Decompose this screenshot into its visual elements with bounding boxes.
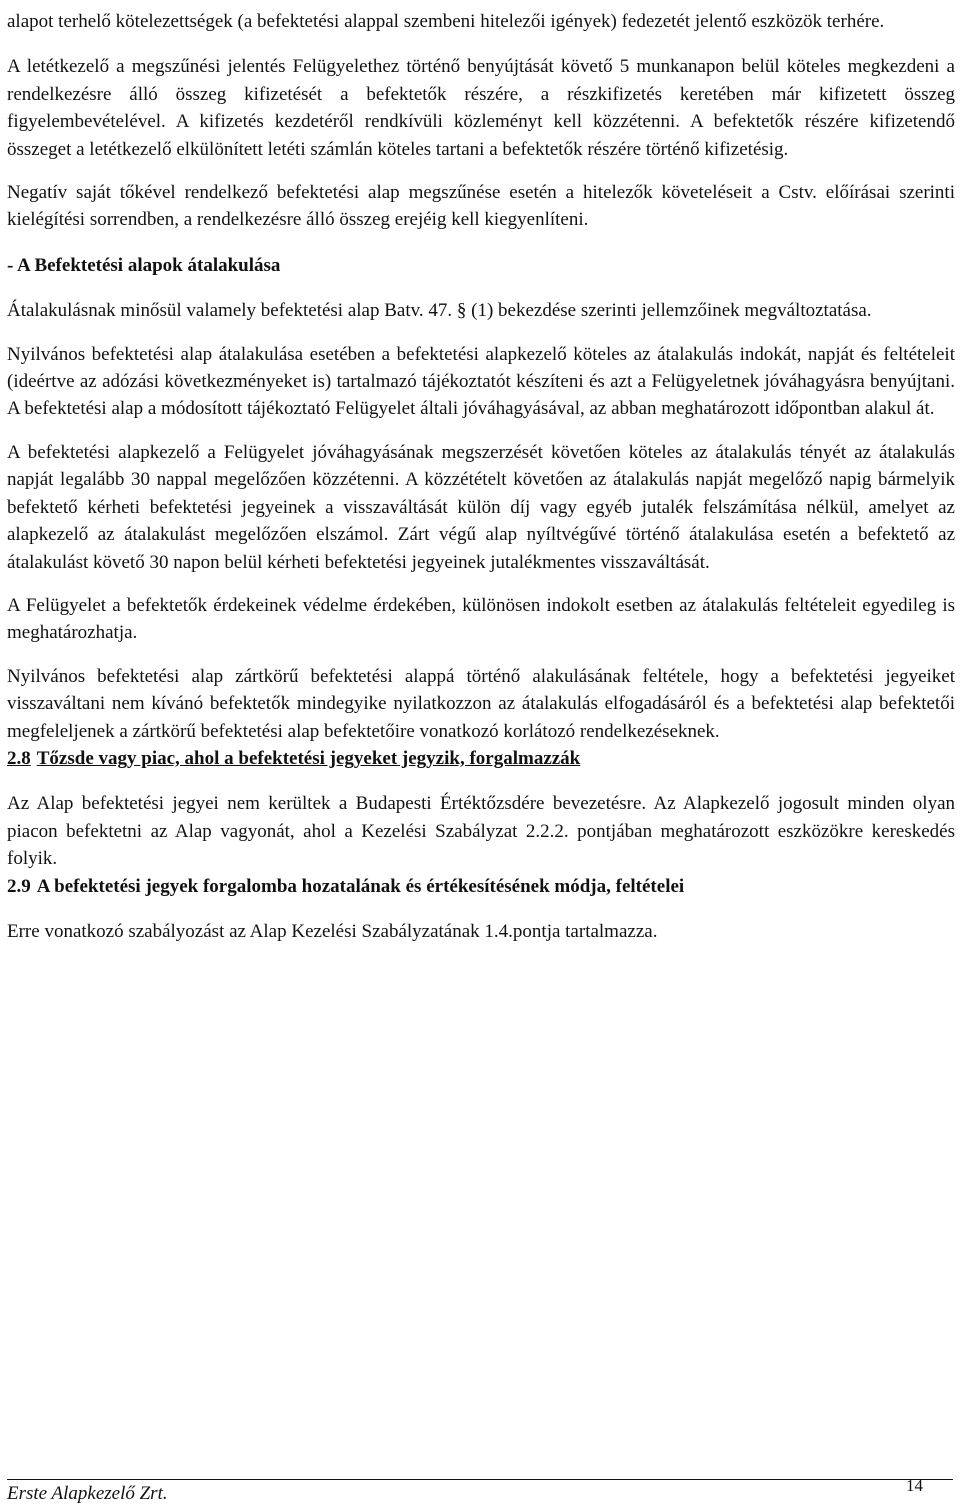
- paragraph-liabilities: alapot terhelő kötelezettségek (a befektetési alappal szembeni hitelezői igények) fedezetét jelentő eszközök terhére.: [7, 11, 885, 32]
- section-title: A befektetési jegyek forgalomba hozatalának és értékesítésének módja, feltételei: [36, 875, 685, 897]
- heading-fund-transformation: - A Befektetési alapok átalakulása: [7, 254, 281, 276]
- footer-divider: [7, 1479, 953, 1480]
- paragraph-transformation-announcement: A befektetési alapkezelő a Felügyelet jóváhagyásának megszerzését követően köteles az átalakulás tényét az átalakulás napját legalább 30 nappal megelőzően közzétenni. A közzétételt követően az átalakulás napját megelőző napig bármelyik befektető kérheti befektetési jegyeinek a visszaváltását külön díj vagy egyéb jutalék felszámítása nélkül, amelyet az alapkezelő az átalakulást megelőzően elszámol. Zárt végű alap nyíltvégűvé történő átalakulása esetén a befektető az átalakulást követő 30 napon belül kérheti befektetési jegyeinek jutalékmentes visszaváltását.: [7, 441, 955, 573]
- paragraph-supervisory-conditions: A Felügyelet a befektetők érdekeinek védelme érdekében, különösen indokolt esetben az átalakulás feltételeit egyedileg is meghatározhatja.: [7, 594, 955, 644]
- page-number: 14: [906, 1476, 923, 1495]
- paragraph-exchange-listing: Az Alap befektetési jegyei nem kerültek a Budapesti Értéktőzsdére bevezetésre. Az Alapkezelő jogosult minden olyan piacon befektetni az Alap vagyonát, ahol a Kezelési Szabályzat 2.2.2. pontjában meghatározott eszközökre kereskedés folyik.: [7, 793, 955, 870]
- footer-company-name: Erste Alapkezelő Zrt.: [7, 1483, 168, 1504]
- paragraph-negative-equity: Negatív saját tőkével rendelkező befektetési alap megszűnése esetén a hitelezők követeléseit a Cstv. előírásai szerinti kielégítési sorrendben, a rendelkezésre álló összeg erejéig kell kiegyenlíteni.: [7, 182, 955, 231]
- page-footer: [7, 1476, 955, 1507]
- paragraph-distribution-rules: Erre vonatkozó szabályozást az Alap Kezelési Szabályzatának 1.4.pontja tartalmazza.: [7, 920, 658, 942]
- document-page: [7, 8, 955, 945]
- paragraph-transformation-definition: Átalakulásnak minősül valamely befektetési alap Batv. 47. § (1) bekezdése szerinti jellemzőinek megváltoztatása.: [7, 300, 872, 322]
- paragraph-payout: A letétkezelő a megszűnési jelentés Felügyelethez történő benyújtását követő 5 munkanapon belül köteles megkezdeni a rendelkezésre álló összeg kifizetését a befektetők részére, a részkifizetés keretében már kifizetett összeg figyelembevételével. A kifizetés kezdetéről rendkívüli közleményt kell közzétenni. A befektetők részére kifizetendő összeget a letétkezelő elkülönített letéti számlán köteles tartani a befektetők részére történő kifizetésig.: [7, 56, 955, 160]
- section-title: Tőzsde vagy piac, ahol a befektetési jegyeket jegyzik, forgalmazzák: [36, 747, 581, 769]
- section-heading-2-8: [7, 745, 955, 772]
- paragraph-public-fund-transformation: Nyilvános befektetési alap átalakulása esetében a befektetési alapkezelő köteles az átalakulás indokát, napját és feltételeit (ideértve az adózási következményeket is) tartalmazó tájékoztatót készíteni és azt a Felügyeletnek jóváhagyásra benyújtani. A befektetési alap a módosított tájékoztató Felügyelet általi jóváhagyásával, az abban meghatározott időpontban alakul át.: [7, 343, 955, 420]
- section-number: 2.9: [7, 875, 31, 897]
- section-heading-2-9: [7, 873, 955, 900]
- paragraph-private-fund-conversion: Nyilvános befektetési alap zártkörű befektetési alappá történő alakulásának feltétele, hogy a befektetési jegyeiket visszaváltani nem kívánó befektetők mindegyike nyilatkozzon az átalakulás elfogadásáról és a befektetési alap befektetői megfeleljenek a zártkörű befektetési alap befektetőire vonatkozó korlátozó rendelkezéseknek.: [7, 665, 955, 742]
- section-number: 2.8: [7, 747, 31, 769]
